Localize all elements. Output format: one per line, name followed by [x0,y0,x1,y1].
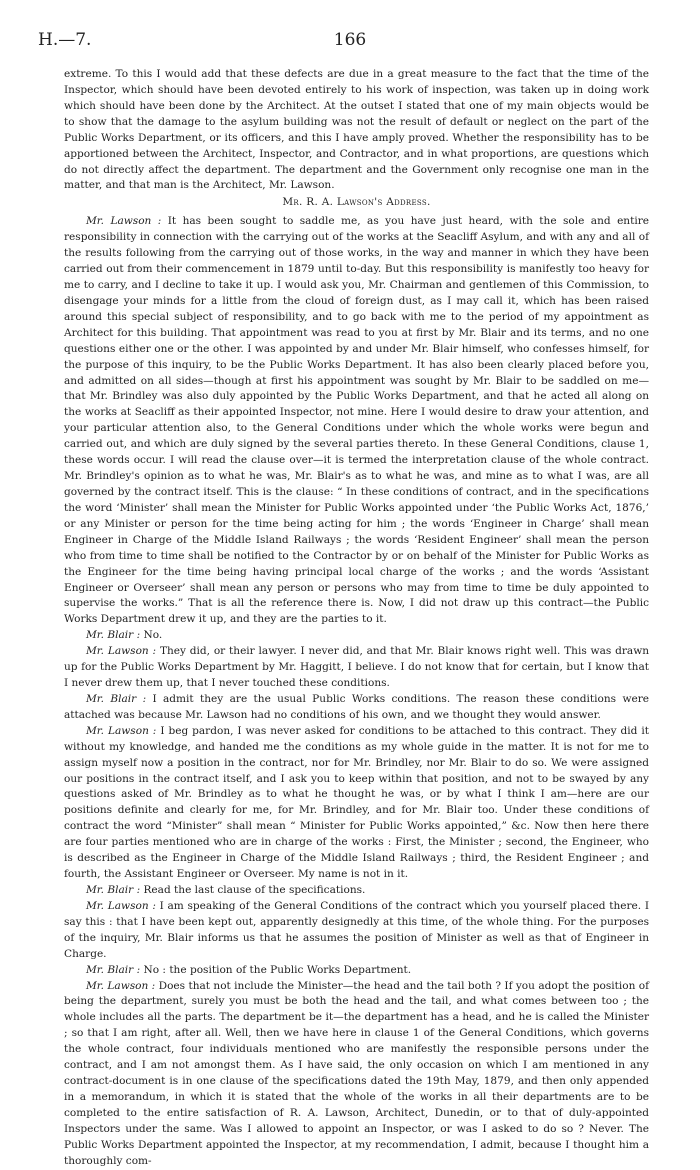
speech-text: Does that not include the Minister—the head and the tail both ? If you adopt the position of being the department, surely you must be both the head and the tail, and what comes between too ; the whole includes all the parts. The department be it—the department has a head, and he is called the Minister ; so that I am right, after all. Well, then we have here in clause 1 of the General Conditions, which governs the whole contract, four individuals mentioned who are manifestly the responsible persons under the contract, and I am not amongst them. As I have said, the only occasion on which I am mentioned in any contract-document is in one clause of the specifications dated the 19th May, 1879, and then only appended in a memorandum, in which it is stated that the whole of the works in all their departments are to be completed to the entire satisfaction of R. A. Lawson, Architect, Dunedin, or to that of duly-appointed Inspectors under the same. Was I allowed to appoint an Inspector, or was I asked to do so ? Never. The Public Works Department appointed the Inspector, at my recommendation, I admit, because I thought him a thoroughly com- [64,979,650,1167]
speaker-name: Mr. Lawson : [86,645,157,658]
speech-text: I admit they are the usual Public Works conditions. The reason these conditions were attached was because Mr. Lawson had no conditions of his own, and we thought they would answer. [64,692,649,721]
speaker-name: Mr. Lawson : [86,979,156,992]
speaker-name: Mr. Lawson : [86,899,156,912]
speech-paragraph [64,644,649,692]
speech-paragraph [64,883,649,899]
speech-text: They did, or their lawyer. I never did, and that Mr. Blair knows right well. This was drawn up for the Public Works Department by Mr. Haggitt, I believe. I do not know that for certain, but I know that I never drew them up, that I never touched these conditions. [64,645,650,690]
speech-text: No. [143,629,163,642]
speech-text: I beg pardon, I was never asked for conditions to be attached to this contract. They did it without my knowledge, and handed me the conditions as my whole guide in the matter. It is not for me to assign myself now a position in the contract, nor for Mr. Brindley, nor Mr. Blair to do so. We were assigned our positions in the contract itself, and I ask you to keep within that position, and not to be swayed by any questions asked of Mr. Brindley as to what he thought he was, or by what I think I am—here are our positions definite and clearly for me, for Mr. Brindley, and for Mr. Blair too. Under these conditions of contract the word “Minister” shall mean “ Minister for Public Works appointed,” &c. Now then here there are four parties mentioned who are in charge of the works : First, the Minister ; second, the Engineer, who is described as the Engineer in Charge of the Middle Island Railways ; third, the Resident Engineer ; and fourth, the Assistant Engineer or Overseer. My name is not in it. [64,724,649,881]
speaker-name: Mr. Lawson : [86,724,157,737]
speech-paragraph [64,214,649,628]
speaker-name: Mr. Blair : [86,963,141,976]
speech-text: It has been sought to saddle me, as you have just heard, with the sole and entire responsibility in connection with the carrying out of the works at the Seacliff Asylum, and with any and all of the results following from the carrying out of those works, in the way and manner in which they have been carried out from their commencement in 1879 until to-day. But this responsibility is manifestly too heavy for me to carry, and I decline to take it up. I would ask you, Mr. Chairman and gentlemen of this Commission, to disengage your minds for a little from the cloud of foreign dust, as I may call it, which has been raised around this special subject of responsibility, and to go back with me to the period of my appointment as Architect for this building. That appointment was read to you at first by Mr. Blair and its terms, and no one questions either one or the other. I was appointed by and under Mr. Blair himself, who confesses himself, for the purpose of this inquiry, to be the Public Works Department. It has also been clearly placed before you, and admitted on all sides—though at first his appointment was sought by Mr. Blair to be saddled on me—that Mr. Brindley was also duly appointed by the Public Works Department, and that he acted all along on the works at Seacliff as their appointed Inspector, not mine. Here I would desire to draw your attention, and your particular attention also, to the General Conditions under which the whole works were begun and carried out, and which are duly signed by the several parties thereto. In these General Conditions, clause 1, these words occur. I will read the clause over—it is termed the interpretation clause of the whole contract. Mr. Brindley's opinion as to what he was, Mr. Blair's as to what he was, and mine as to what I was, are all governed by the contract itself. This is the clause: “ In these conditions of contract, and in the specifications the word ‘Minister’ shall mean the Minister for Public Works appointed under ‘the Public Works Act, 1876,’ or any Minister or person for the time being acting for him ; the words ‘Engineer in Charge’ shall mean Engineer in Charge of the Middle Island Railways ; the words ‘Resident Engineer’ shall mean the person who from time to time shall be notified to the Contractor by or on behalf of the Minister for Public Works as the Engineer for the time being having principal local charge of the works ; and the words ‘Assistant Engineer or Overseer’ shall mean any person or persons who may from time to time be duly appointed to supervise the works.” That is all the reference there is. Now, I did not draw up this contract—the Public Works Department drew it up, and they are the parties to it. [64,215,649,626]
speaker-name: Mr. Blair : [86,884,141,897]
page-number: 166 [333,30,367,50]
speech-paragraph [64,899,649,963]
page-header [38,30,662,54]
speech-text: I am speaking of the General Conditions of the contract which you yourself placed there. I say this : that I have been kept out, apparently designedly at this time, of the whole thing. For the purposes of the inquiry, Mr. Blair informs us that he assumes the position of Minister as well as that of Engineer in Charge. [64,899,650,960]
section-heading: Mr. R. A. Lawson's Address. [282,196,431,209]
paragraph-text: extreme. To this I would add that these defects are due in a great measure to the fact that the time of the Inspector, which should have been devoted entirely to his work of inspection, was taken up in doing work which should have been done by the Architect. At the outset I stated that one of my main objects would be to show that the damage to the asylum building was not the result of default or neglect on the part of the Public Works Department, or its officers, and this I have amply proved. Whether the responsibility has to be apportioned between the Architect, Inspector, and Contractor, and in what proportions, are questions which do not directly affect the department. The department and the Government only recognise one man in the matter, and that man is the Architect, Mr. Lawson. [64,68,649,192]
speech-paragraph [64,724,649,883]
document-body [64,67,649,1170]
speech-paragraph [64,692,649,724]
speaker-name: Mr. Blair : [86,692,147,705]
speech-paragraph [64,628,649,644]
speech-text: No : the position of the Public Works Department. [143,963,412,976]
paragraph [64,67,649,194]
speaker-name: Mr. Lawson : [86,215,162,228]
speech-paragraph [64,979,649,1170]
document-code: H.—7. [38,30,92,50]
speech-text: Read the last clause of the specifications. [143,884,366,897]
speech-paragraph [64,963,649,979]
speaker-name: Mr. Blair : [86,629,141,642]
